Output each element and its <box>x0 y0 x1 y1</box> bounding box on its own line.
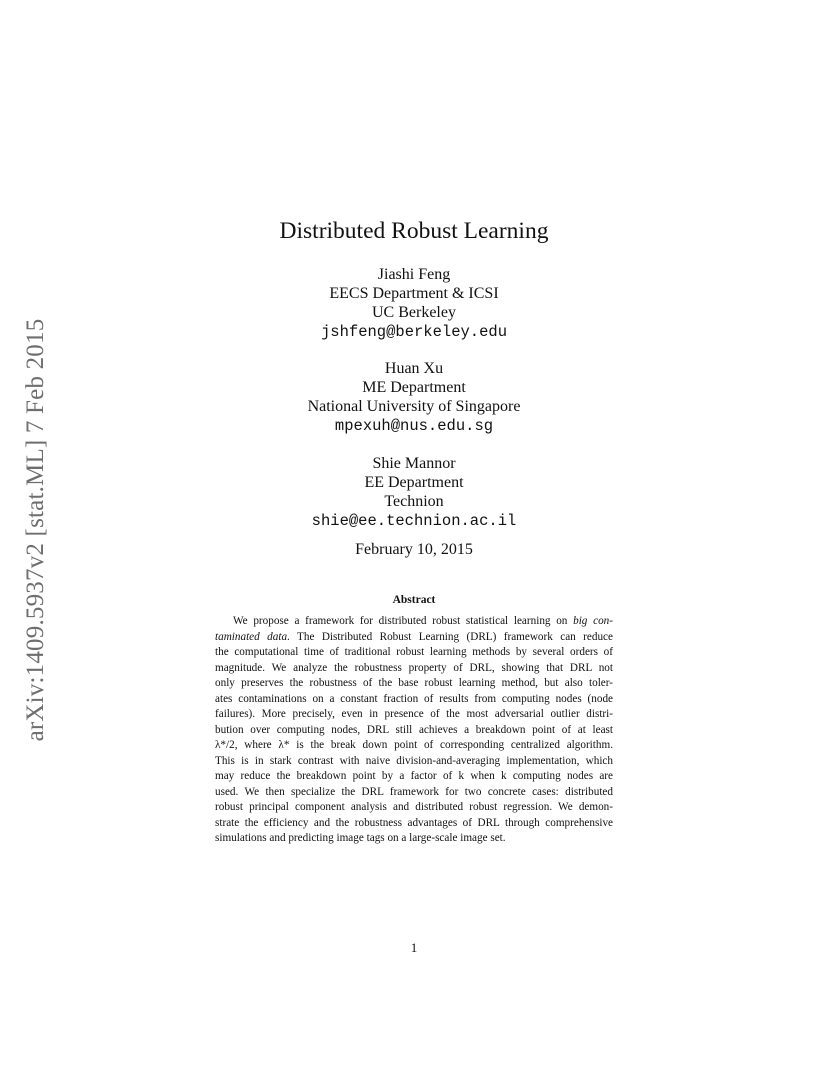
author-name: Jiashi Feng <box>377 266 451 283</box>
abstract-line: simulations and predicting image tags on a large-scale image set. <box>215 832 506 844</box>
author-name: Huan Xu <box>384 360 444 377</box>
author-email: mpexuh@nus.edu.sg <box>334 417 494 435</box>
page-number: 1 <box>410 940 418 955</box>
abstract-line: taminated data. The Distributed Robust Learning (DRL) framework can reduce <box>215 630 613 643</box>
abstract-line: only preserves the robustness of the base robust learning method, but also toler- <box>215 677 613 689</box>
author-block <box>0 454 828 531</box>
abstract-line: magnitude. We analyze the robustness property of DRL, showing that DRL not <box>215 661 613 674</box>
abstract-line: robust principal component analysis and distributed robust regression. We demon- <box>215 801 613 813</box>
abstract-emphasis: taminated data <box>215 630 288 643</box>
abstract-line: may reduce the breakdown point by a factor of k when k computing nodes are <box>215 770 613 782</box>
abstract-line: This is in stark contrast with naive division-and-averaging implementation, which <box>215 754 613 767</box>
arxiv-identifier: arXiv:1409.5937v2 [stat.ML] 7 Feb 2015 <box>22 318 49 742</box>
author-affiliation: National University of Singapore <box>307 398 521 415</box>
abstract-line: We propose a framework for distributed robust statistical learning on big con- <box>233 615 613 627</box>
author-block <box>0 359 828 436</box>
author-affiliation: EE Department <box>364 474 464 491</box>
author-email: shie@ee.technion.ac.il <box>311 512 517 530</box>
author-block <box>0 265 828 342</box>
author-email: jshfeng@berkeley.edu <box>320 323 508 341</box>
author-name: Shie Mannor <box>372 455 456 472</box>
abstract-heading: Abstract <box>392 594 436 606</box>
abstract-line: the computational time of traditional robust learning methods by several orders of <box>215 646 613 658</box>
abstract-line: λ*/2, where λ* is the break down point of corresponding centralized algorithm. <box>215 739 613 751</box>
abstract-line: used. We then specialize the DRL framework for two concrete cases: distributed <box>215 785 613 798</box>
author-affiliation: ME Department <box>362 379 466 396</box>
paper-title: Distributed Robust Learning <box>279 218 549 244</box>
author-affiliation: Technion <box>384 493 444 510</box>
abstract-line: bution over computing nodes, DRL still achieves a breakdown point of at least <box>215 723 613 736</box>
abstract-line: strate the efficiency and the robustness advantages of DRL through comprehensive <box>215 816 613 829</box>
author-affiliation: EECS Department & ICSI <box>329 285 499 302</box>
abstract-emphasis: big con- <box>573 615 613 627</box>
abstract-line: failures). More precisely, even in presence of the most adversarial outlier distri- <box>215 708 613 720</box>
abstract-body <box>215 614 613 847</box>
abstract-line: ates contaminations on a constant fraction of results from computing nodes (node <box>215 692 613 705</box>
author-affiliation: UC Berkeley <box>372 304 456 321</box>
paper-date: February 10, 2015 <box>355 541 473 558</box>
